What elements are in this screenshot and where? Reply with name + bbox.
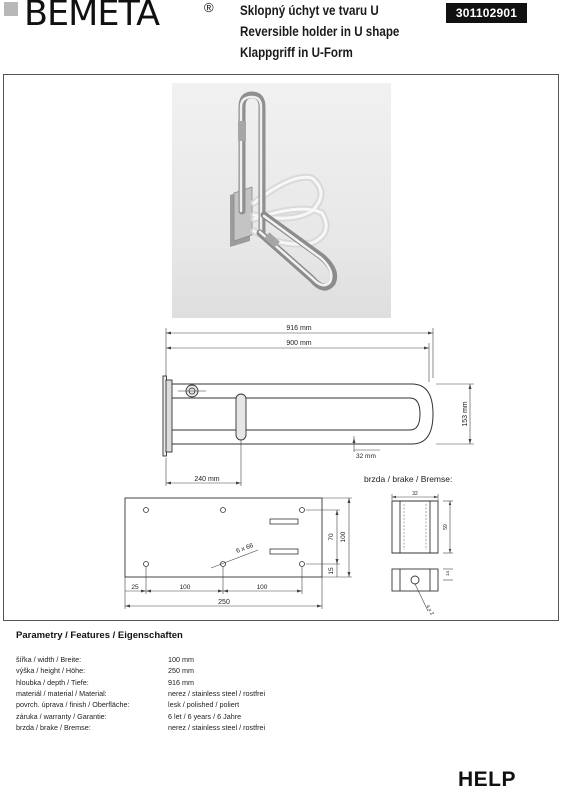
wall-plate xyxy=(125,498,322,577)
dim-plate-100: 100 xyxy=(340,531,347,543)
param-row xyxy=(16,722,368,733)
param-value: 100 mm xyxy=(168,655,194,665)
brake-label: brzda / brake / Bremse: xyxy=(364,474,453,484)
param-value: lesk / polished / poliert xyxy=(168,700,240,710)
dim-153: 153 mm xyxy=(462,401,469,427)
param-label: brzda / brake / Bremse: xyxy=(16,722,91,732)
param-label: povrch. úprava / finish / Oberfläche: xyxy=(16,700,130,710)
dim-plate-250: 250 xyxy=(218,599,230,606)
dim-brake-42: 4 x 2 xyxy=(424,604,435,617)
dim-brake-59: 59 xyxy=(443,524,449,530)
brake-front-drawing xyxy=(392,501,438,553)
param-value: nerez / stainless steel / rostfrei xyxy=(168,689,266,699)
dim-brake-14: 14 xyxy=(445,570,450,576)
dim-916: 916 mm xyxy=(286,325,312,332)
dim-plate-15: 15 xyxy=(328,567,335,575)
title-de: Klappgriff in U-Form xyxy=(240,45,353,60)
param-row xyxy=(16,665,368,676)
dim-screw: 6 x 66 xyxy=(235,542,255,555)
title-cz: Sklopný úchyt ve tvaru U xyxy=(240,3,379,18)
param-row xyxy=(16,654,368,665)
brand-name: BEMETA xyxy=(24,0,160,34)
param-row xyxy=(16,699,368,710)
param-label: záruka / warranty / Garantie: xyxy=(16,711,107,721)
dim-900: 900 mm xyxy=(286,340,312,347)
param-row xyxy=(16,688,368,699)
params-table xyxy=(16,654,368,733)
param-row xyxy=(16,710,368,721)
param-label: hloubka / depth / Tiefe: xyxy=(16,677,89,687)
param-value: 6 let / 6 years / 6 Jahre xyxy=(168,711,242,721)
param-value: 250 mm xyxy=(168,666,194,676)
title-en: Reversible holder in U shape xyxy=(240,24,400,39)
dim-brake-32: 32 xyxy=(412,491,418,497)
registered-mark: ® xyxy=(204,0,214,15)
param-row xyxy=(16,677,368,688)
dim-plate-70: 70 xyxy=(328,533,335,541)
param-value: nerez / stainless steel / rostfrei xyxy=(168,722,266,732)
param-label: materiál / material / Material: xyxy=(16,689,107,699)
params-title: Parametry / Features / Eigenschaften xyxy=(16,630,183,641)
dim-240: 240 mm xyxy=(194,476,220,483)
dim-plate-25: 25 xyxy=(131,584,139,591)
dim-32: 32 mm xyxy=(356,453,376,460)
product-code-badge: 301102901 xyxy=(446,3,527,23)
param-label: výška / height / Höhe: xyxy=(16,666,86,676)
brake-bottom-drawing xyxy=(392,569,438,591)
param-label: šířka / width / Breite: xyxy=(16,655,82,665)
dim-plate-100b: 100 xyxy=(256,584,268,591)
dim-plate-100a: 100 xyxy=(179,584,191,591)
help-logo: HELP xyxy=(458,768,517,791)
param-value: 916 mm xyxy=(168,677,194,687)
